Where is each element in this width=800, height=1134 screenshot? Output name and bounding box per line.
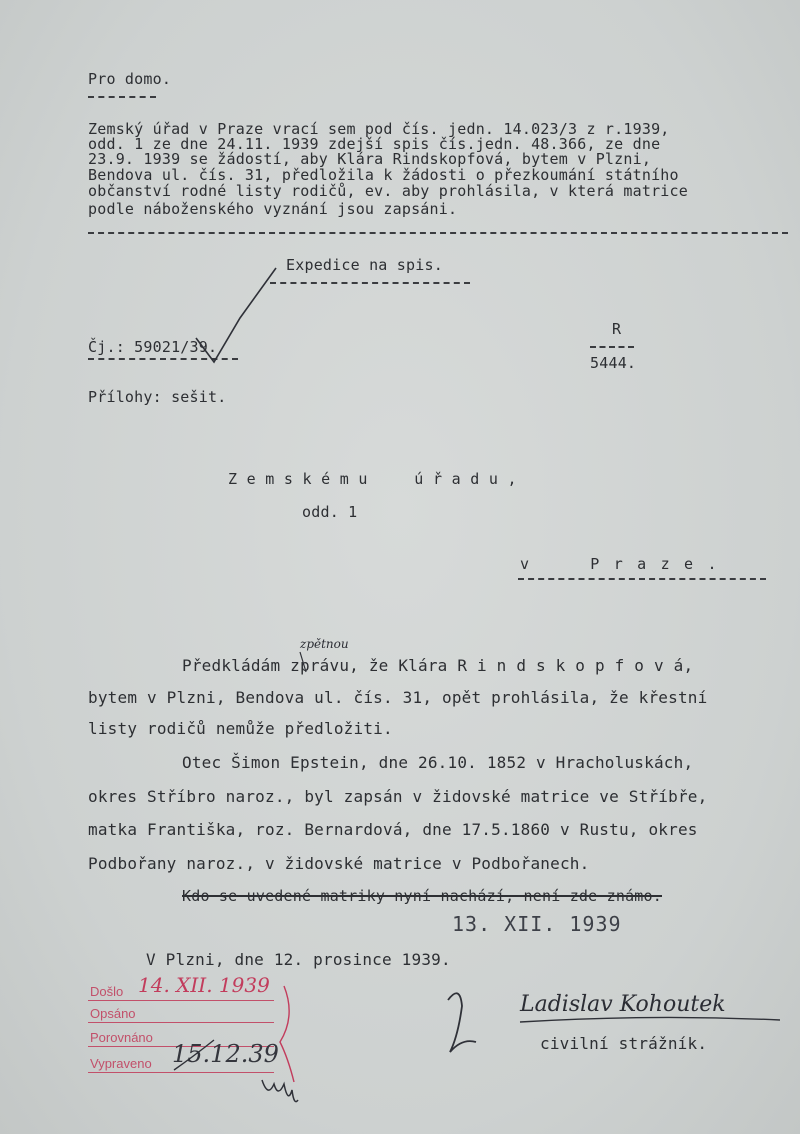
intro-line: 23.9. 1939 se žádostí, aby Klára Rindskopfová, bytem v Plzni, <box>88 150 652 168</box>
signature-underline-stroke <box>520 1017 780 1022</box>
registry-number: 5444. <box>590 354 637 372</box>
recipient-department: odd. 1 <box>302 503 358 521</box>
stamp-label-doslo: Došlo <box>90 984 124 999</box>
stamp-label-vypraveno: Vypraveno <box>90 1056 152 1071</box>
attachments-line: Přílohy: sešit. <box>88 388 227 406</box>
stamp-dispatch-date: 15.12.39 <box>172 1040 279 1068</box>
insert-caret-stroke <box>300 652 306 672</box>
intro-line: občanství rodné listy rodičů, ev. aby prohlásila, v která matrice <box>88 182 688 200</box>
handwritten-signature: Ladislav Kohoutek <box>520 992 726 1017</box>
body-line: bytem v Plzni, Bendova ul. čís. 31, opět prohlásila, že křestní <box>88 688 708 707</box>
body-line: Otec Šimon Epstein, dne 26.10. 1852 v Hracholuskách, <box>182 753 694 772</box>
body-line: matka Františka, roz. Bernardová, dne 17.5.1860 v Rustu, okres <box>88 820 698 839</box>
signature-title: civilní strážník. <box>540 1034 708 1053</box>
place-date-line: V Plzni, dne 12. prosince 1939. <box>146 950 451 969</box>
body-line: listy rodičů nemůže předložiti. <box>88 719 393 738</box>
reference-number: Čj.: 59021/39. <box>88 338 218 356</box>
body-line: Předkládám zprávu, že Klára R i n d s k o p f o v á, <box>182 656 694 675</box>
initials-stroke <box>448 993 476 1052</box>
intro-line: Zemský úřad v Praze vrací sem pod čís. jedn. 14.023/3 z r.1939, <box>88 120 670 138</box>
pro-domo-heading: Pro domo. <box>88 70 172 88</box>
check-mark-stroke <box>196 268 276 362</box>
body-line: okres Stříbro naroz., byl zapsán v židovské matrice ve Stříbře, <box>88 787 708 806</box>
expedice-heading: Expedice na spis. <box>286 256 443 274</box>
recipient-city: v Praze. <box>520 555 731 573</box>
red-bracket-stroke <box>280 986 294 1082</box>
stamp-received-date: 14. XII. 1939 <box>138 973 270 997</box>
intro-line: odd. 1 ze dne 24.11. 1939 zdejší spis čís.jedn. 48.366, ze dne <box>88 135 661 153</box>
registry-letter: R <box>612 320 622 338</box>
margin-scribble-stroke <box>262 1080 298 1102</box>
recipient-office: Zemskému úřadu, <box>228 470 527 488</box>
date-slash-stroke <box>174 1040 214 1070</box>
stamp-label-porovnano: Porovnáno <box>90 1030 153 1045</box>
stamp-label-opsano: Opsáno <box>90 1006 136 1021</box>
intro-line: Bendova ul. čís. 31, předložila k žádosti o přezkoumání státního <box>88 166 679 184</box>
receipt-date-stamp: 13. XII. 1939 <box>452 912 622 936</box>
intro-line: podle náboženského vyznání jsou zapsáni. <box>88 200 458 218</box>
handwritten-insertion: zpětnou <box>300 637 349 651</box>
struck-line: Kdo se uvedené matriky nyní nachází, není zde známo. <box>182 887 662 905</box>
body-line: Podbořany naroz., v židovské matrice v Podbořanech. <box>88 854 590 873</box>
